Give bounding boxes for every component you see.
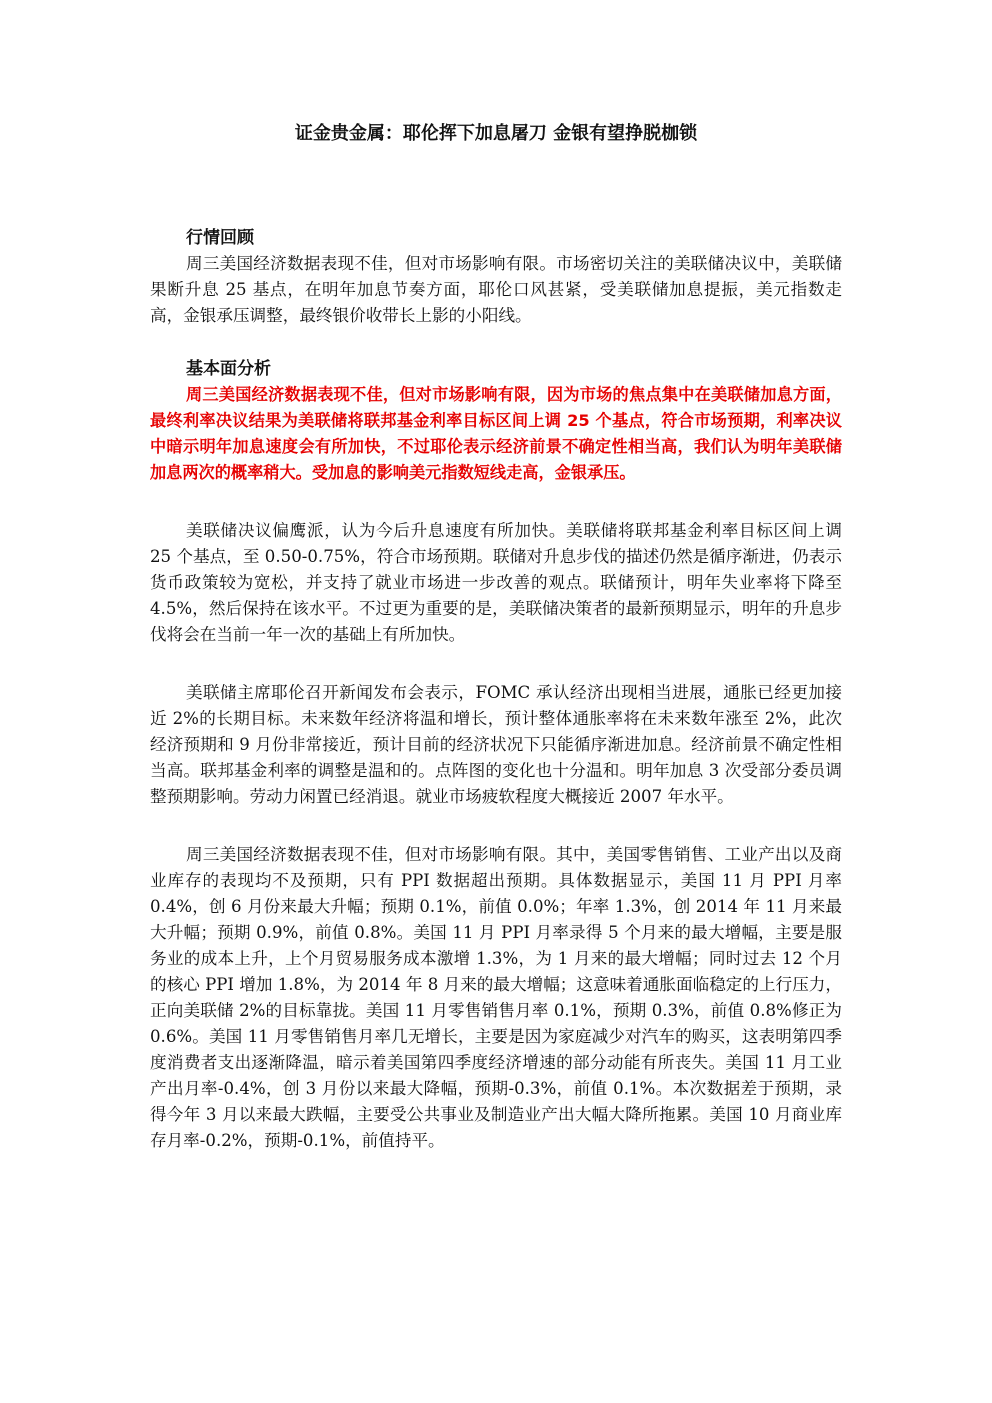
section-spacer — [150, 329, 842, 357]
section-heading-market-review: 行情回顾 — [186, 228, 254, 248]
document-title: 证金贵金属：耶伦挥下加息屠刀 金银有望挣脱枷锁 — [294, 123, 698, 144]
yellen-press-paragraph: 美联储主席耶伦召开新闻发布会表示，FOMC 承认经济出现相当进展，通胀已经更加接近 2%的长期目标。未来数年经济将温和增长，预计整体通胀率将在未来数年涨至 2%，此次经济预期和 9 月份非常接近，预计目前的经济状况下只能循序渐进加息。经济前景不确定性相当高。联邦基金利率的调整是温和的。点阵图的变化也十分温和。明年加息 3 次受部分委员调整预期影响。劳动力闲置已经消退。就业市场疲软程度大概接近 2007 年水平。 — [150, 683, 842, 806]
paragraph-spacer — [150, 486, 842, 518]
document-body — [150, 226, 842, 1154]
paragraph-spacer — [150, 648, 842, 680]
section-heading-fundamental-analysis: 基本面分析 — [186, 359, 271, 379]
economic-data-paragraph: 周三美国经济数据表现不佳，但对市场影响有限。其中，美国零售销售、工业产出以及商业库存的表现均不及预期，只有 PPI 数据超出预期。具体数据显示，美国 11 月 PPI 月率 0.4%，创 6 月份来最大升幅；预期 0.1%，前值 0.0%；年率 1.3%，创 2014 年 11 月来最大升幅；预期 0.9%，前值 0.8%。美国 11 月 PPI 月率录得 5 个月来的最大增幅，主要是服务业的成本上升，上个月贸易服务成本激增 1.3%，为 1 月来的最大增幅；同时过去 12 个月的核心 PPI 增加 1.8%，为 2014 年 8 月来的最大增幅；这意味着通胀面临稳定的上行压力，正向美联储 2%的目标靠拢。美国 11 月零售销售月率 0.1%，预期 0.3%，前值 0.8%修正为 0.6%。美国 11 月零售销售月率几无增长，主要是因为家庭减少对汽车的购买，这表明第四季度消费者支出逐渐降温，暗示着美国第四季度经济增速的部分动能有所丧失。美国 11 月工业产出月率-0.4%，创 3 月份以来最大降幅，预期-0.3%，前值 0.1%。本次数据差于预期，录得今年 3 月以来最大跌幅，主要受公共事业及制造业产出大幅大降所拖累。美国 10 月商业库存月率-0.2%，预期-0.1%，前值持平。 — [150, 845, 842, 1150]
paragraph-spacer — [150, 810, 842, 842]
fed-decision-paragraph: 美联储决议偏鹰派，认为今后升息速度有所加快。美联储将联邦基金利率目标区间上调 25 个基点，至 0.50-0.75%，符合市场预期。联储对升息步伐的描述仍然是循序渐进，仍表示货币政策较为宽松，并支持了就业市场进一步改善的观点。联储预计，明年失业率将下降至 4.5%，然后保持在该水平。不过更为重要的是，美联储决策者的最新预期显示，明年的升息步伐将会在当前一年一次的基础上有所加快。 — [150, 521, 842, 644]
fundamental-highlight-paragraph: 周三美国经济数据表现不佳，但对市场影响有限，因为市场的焦点集中在美联储加息方面，最终利率决议结果为美联储将联邦基金利率目标区间上调 25 个基点，符合市场预期，利率决议中暗示明年加息速度会有所加快，不过耶伦表示经济前景不确定性相当高，我们认为明年美联储加息两次的概率稍大。受加息的影响美元指数短线走高，金银承压。 — [150, 385, 842, 482]
market-review-paragraph: 周三美国经济数据表现不佳，但对市场影响有限。市场密切关注的美联储决议中，美联储果断升息 25 基点，在明年加息节奏方面，耶伦口风甚紧，受美联储加息提振，美元指数走高，金银承压调整，最终银价收带长上影的小阳线。 — [150, 254, 842, 325]
